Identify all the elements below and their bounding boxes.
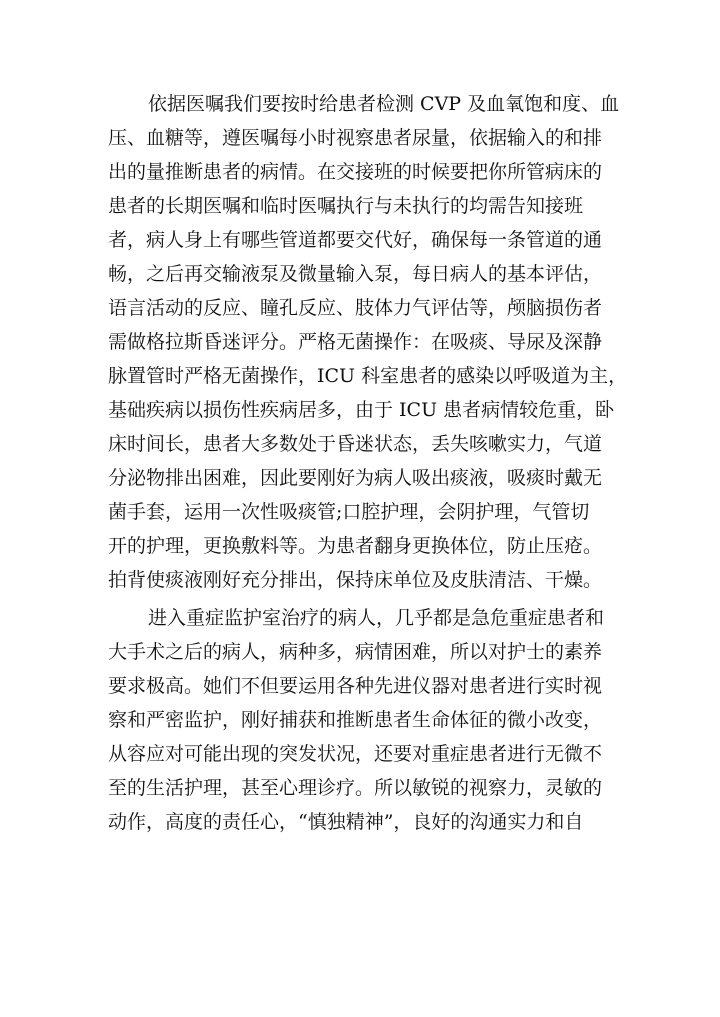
text-line: 者，病人身上有哪些管道都要交代好，确保每一条管道的通 [108, 229, 603, 251]
text-line: 至的生活护理，甚至心理诊疗。所以敏锐的视察力，灵敏的 [108, 777, 603, 799]
text-line: 察和严密监护，刚好捕获和推断患者生命体征的微小改变， [108, 709, 603, 731]
text-line: 患者的长期医嘱和临时医嘱执行与未执行的均需告知接班 [108, 195, 584, 217]
text-line: 菌手套，运用一次性吸痰管;口腔护理，会阴护理，气管切 [108, 501, 590, 523]
text-line: 需做格拉斯昏迷评分。严格无菌操作：在吸痰、导尿及深静 [108, 331, 603, 353]
text-line: 大手术之后的病人，病种多，病情困难，所以对护士的素养 [108, 641, 603, 663]
text-line: 压、血糖等，遵医嘱每小时视察患者尿量，依据输入的和排 [108, 127, 603, 149]
text-line: 出的量推断患者的病情。在交接班的时候要把你所管病床的 [108, 161, 603, 183]
text-line: 畅，之后再交输液泵及微量输入泵，每日病人的基本评估， [108, 263, 603, 285]
text-line: 动作，高度的责任心，“慎独精神”，良好的沟通实力和自 [108, 811, 584, 833]
text-line: 要求极高。她们不但要运用各种先进仪器对患者进行实时视 [108, 675, 603, 697]
paragraph-2 [108, 601, 608, 839]
text-line: 床时间长，患者大多数处于昏迷状态，丢失咳嗽实力，气道 [108, 433, 603, 455]
text-line: 语言活动的反应、瞳孔反应、肢体力气评估等，颅脑损伤者 [108, 297, 603, 319]
text-line: 脉置管时严格无菌操作，ICU 科室患者的感染以呼吸道为主， [108, 365, 628, 387]
text-line: 从容应对可能出现的突发状况，还要对重症患者进行无微不 [108, 743, 603, 765]
text-line: 基础疾病以损伤性疾病居多，由于 ICU 患者病情较危重，卧 [108, 399, 615, 421]
paragraph-1 [108, 87, 628, 597]
text-line: 拍背使痰液刚好充分排出，保持床单位及皮肤清洁、干燥。 [108, 569, 603, 591]
text-line: 开的护理，更换敷料等。为患者翻身更换体位，防止压疮。 [108, 535, 603, 557]
text-line: 进入重症监护室治疗的病人，几乎都是急危重症患者和 [148, 607, 605, 629]
text-line: 依据医嘱我们要按时给患者检测 CVP 及血氧饱和度、血 [148, 93, 620, 115]
document-body [108, 87, 628, 839]
text-line: 分泌物排出困难，因此要刚好为病人吸出痰液，吸痰时戴无 [108, 467, 603, 489]
